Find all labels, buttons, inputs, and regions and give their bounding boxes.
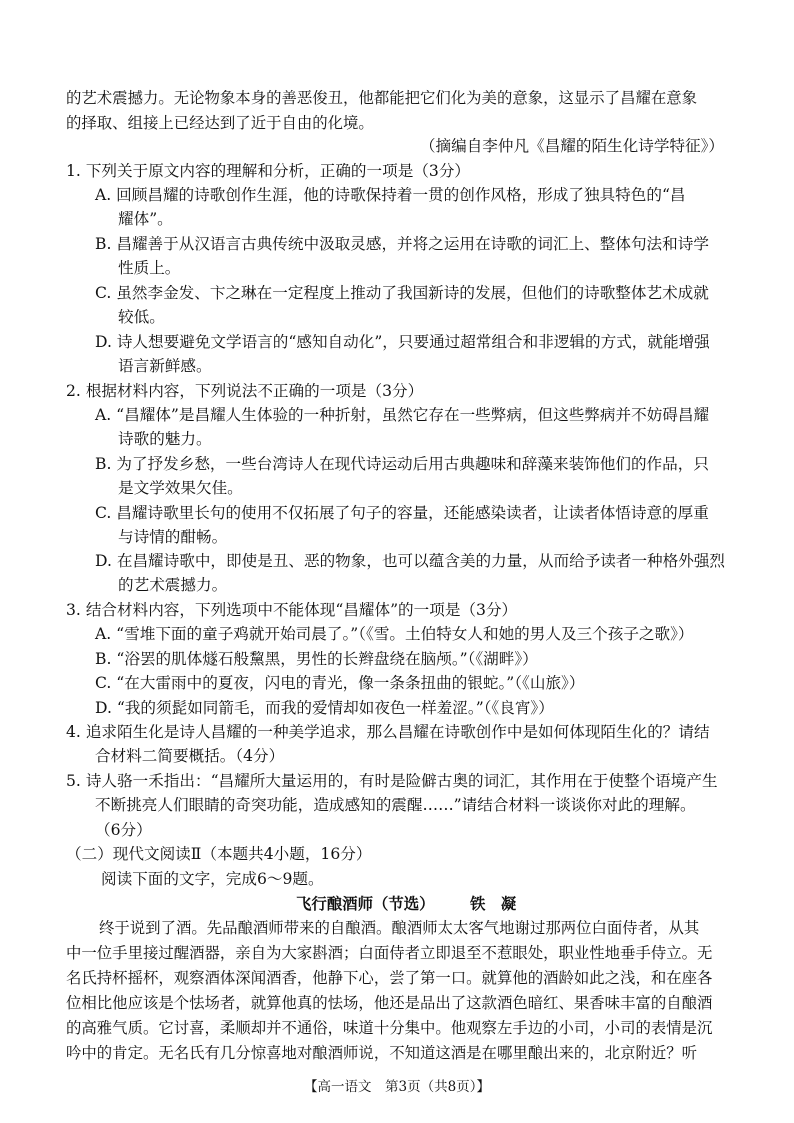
q4-line-1: 4. 追求陌生化是诗人昌耀的一种美学追求，那么昌耀在诗歌创作中是如何体现陌生化的？请结 (66, 723, 710, 741)
q1-stem: 1. 下列关于原文内容的理解和分析，正确的一项是（3分） (66, 162, 471, 180)
passage2-line-3: 名氏持杯摇杯，观察酒体深闻酒香，他静下心，尝了第一口。就算他的酒龄如此之浅，和在座各 (66, 969, 713, 987)
passage2-author: 铁 凝 (470, 895, 517, 913)
passage2-line-4: 位相比他应该是个怯场者，就算他真的怯场，他还是品出了这款酒色暗红、果香味丰富的自酿酒 (66, 994, 713, 1012)
q1-option-b-line-1: B. 昌耀善于从汉语言古典传统中汲取灵感，并将之运用在诗歌的词汇上、整体句法和诗学 (95, 235, 709, 253)
q1-option-d-line-2: 语言新鲜感。 (118, 357, 212, 375)
section2-heading: （二）现代文阅读Ⅱ（本题共4小题，16分） (66, 845, 372, 863)
q3-option-a: A. “雪堆下面的童子鸡就开始司晨了。”（《雪。土伯特女人和她的男人及三个孩子之歌》） (95, 625, 694, 643)
passage2-line-2: 中一位手里接过醒酒器，亲自为大家斟酒；白面侍者立即退至不惹眼处，职业性地垂手侍立。无 (66, 944, 713, 962)
q1-option-c-line-1: C. 虽然李金发、卞之琳在一定程度上推动了我国新诗的发展，但他们的诗歌整体艺术成就 (95, 284, 709, 302)
q5-line-2: 不断挑亮人们眼睛的奇突功能，造成感知的震醒……”请结合材料一谈谈你对此的理解。 (95, 796, 696, 814)
q2-option-a-line-2: 诗歌的魅力。 (118, 430, 212, 448)
section2-instruction: 阅读下面的文字，完成6～9题。 (101, 870, 324, 888)
q1-option-d-line-1: D. 诗人想要避免文学语言的“感知自动化”，只要通过超常组合和非逻辑的方式，就能增强 (95, 333, 710, 351)
q3-option-b: B. “浴罢的肌体燧石般黧黑，男性的长辫盘绕在脑颅。”（《湖畔》） (95, 650, 538, 668)
passage1-source: （摘编自李仲凡《昌耀的陌生化诗学特征》） (419, 137, 724, 155)
passage1-end-line-2: 的择取、组接上已经达到了近于自由的化境。 (66, 114, 374, 132)
passage1-end-line-1: 的艺术震撼力。无论物象本身的善恶俊丑，他都能把它们化为美的意象，这显示了昌耀在意象 (66, 89, 698, 107)
passage2-line-5: 的高雅气质。它讨喜，柔顺却并不通俗，味道十分集中。他观察左手边的小司，小司的表情是沉 (66, 1019, 713, 1037)
q2-option-b-line-2: 是文学效果欠佳。 (118, 479, 243, 497)
q1-option-c-line-2: 较低。 (118, 308, 165, 326)
passage2-line-6: 吟中的肯定。无名氏有几分惊喜地对酿酒师说，不知道这酒是在哪里酿出来的，北京附近？听 (66, 1044, 698, 1062)
q5-line-1: 5. 诗人骆一禾指出：“昌耀所大量运用的，有时是险僻古奥的词汇，其作用在于使整个语境产生 (66, 772, 718, 790)
page-footer: 【高一语文 第3页（共8页）】 (304, 1079, 490, 1095)
q4-line-2: 合材料二简要概括。（4分） (95, 747, 285, 765)
passage2-line-1: 终于说到了酒。先品酿酒师带来的自酿酒。酿酒师太太客气地谢过那两位白面侍者，从其 (99, 919, 700, 937)
q2-option-b-line-1: B. 为了抒发乡愁，一些台湾诗人在现代诗运动后用古典趣味和辞藻来装饰他们的作品，只 (95, 455, 709, 473)
q5-line-3: （6分） (95, 821, 152, 839)
q2-option-d-line-2: 的艺术震撼力。 (118, 576, 228, 594)
q1-option-b-line-2: 性质上。 (118, 259, 181, 277)
q2-option-c-line-1: C. 昌耀诗歌里长句的使用不仅拓展了句子的容量，还能感染读者，让读者体悟诗意的厚重 (95, 504, 709, 522)
q1-option-a-line-2: 耀体”。 (118, 210, 173, 228)
q3-option-d: D. “我的须髭如同箭毛，而我的爱情却如夜色一样羞涩。”（《良宵》） (95, 699, 554, 717)
q3-stem: 3. 结合材料内容，下列选项中不能体现“昌耀体”的一项是（3分） (66, 601, 518, 619)
q2-option-c-line-2: 与诗情的酣畅。 (118, 528, 228, 546)
q2-option-d-line-1: D. 在昌耀诗歌中，即使是丑、恶的物象，也可以蕴含美的力量，从而给予读者一种格外强烈 (95, 552, 726, 570)
q2-stem: 2. 根据材料内容，下列说法不正确的一项是（3分） (66, 382, 424, 400)
passage2-title: 飞行酿酒师（节选） (296, 895, 435, 913)
q2-option-a-line-1: A. “昌耀体”是昌耀人生体验的一种折射，虽然它存在一些弊病，但这些弊病并不妨碍昌耀 (95, 406, 710, 424)
q3-option-c: C. “在大雷雨中的夏夜，闪电的青光，像一条条扭曲的银蛇。”（《山旅》） (95, 674, 585, 692)
q1-option-a-line-1: A. 回顾昌耀的诗歌创作生涯，他的诗歌保持着一贯的创作风格，形成了独具特色的“昌 (95, 186, 686, 204)
